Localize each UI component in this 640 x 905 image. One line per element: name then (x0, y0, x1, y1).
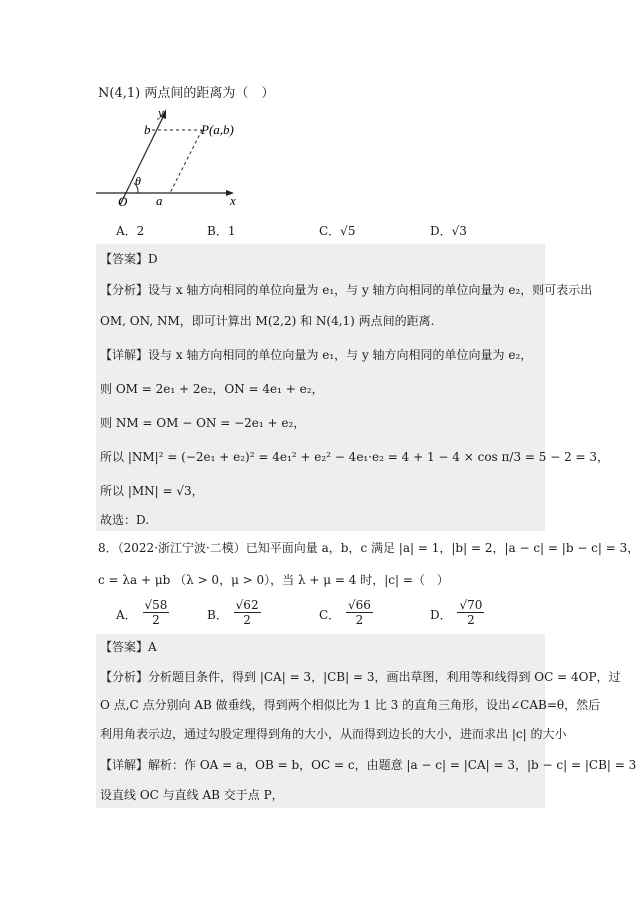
label-p: P(a,b) (201, 122, 234, 137)
option-letter: A． (116, 608, 137, 622)
detail-line-2: 则 OM = 2e₁ + 2e₂，ON = 4e₁ + e₂， (100, 382, 324, 396)
label-x: x (230, 193, 236, 208)
question-8-stem-1: 8．（2022·浙江宁波·二模）已知平面向量 a，b，c 满足 |a| = 1，|b| = 2，|a − c| = |b − c| = 3， (98, 541, 640, 555)
detail-line-6: 故选：D. (100, 513, 150, 527)
question-stem: N(4,1) 两点间的距离为（ ） (98, 86, 275, 101)
fraction-denominator: 2 (152, 613, 160, 627)
detail-line-4: 所以 |NM|² = (−2e₁ + e₂)² = 4e₁² + e₂² − 4e₁·e₂ = 4 + 1 − 4 × cos π/3 = 5 − 2 = 3， (100, 450, 610, 464)
question-8-stem-2: c = λa + μb （λ > 0，μ > 0），当 λ + μ = 4 时，|c| =（ ） (98, 573, 449, 587)
label-y: y (158, 105, 164, 120)
analysis-line-1: 【分析】设与 x 轴方向相同的单位向量为 e₁，与 y 轴方向相同的单位向量为 e₂，则可表示出 (100, 283, 593, 297)
option-a: A．2 (116, 224, 145, 238)
option-letter: C． (319, 608, 341, 622)
fraction-denominator: 2 (243, 613, 251, 627)
option-a (116, 598, 169, 627)
detail-line-1: 【详解】设与 x 轴方向相同的单位向量为 e₁，与 y 轴方向相同的单位向量为 e₂， (100, 348, 533, 362)
fraction-numerator: √70 (459, 598, 483, 612)
label-o: O (118, 194, 128, 209)
option-letter: B． (207, 608, 228, 622)
option-c (319, 598, 373, 627)
answer-line: 【答案】A (100, 640, 157, 654)
answer-line: 【答案】D (100, 252, 158, 266)
detail-line-3: 则 NM = OM − ON = −2e₁ + e₂， (100, 416, 306, 430)
analysis-line-2: O 点,C 点分别向 AB 做垂线，得到两个相似比为 1 比 3 的直角三角形，设出∠CAB=θ，然后 (100, 698, 601, 712)
fraction-numerator: √62 (235, 598, 259, 612)
label-b: b (144, 122, 151, 137)
solution-block (96, 634, 545, 808)
detail-line-5: 所以 |MN| = √3， (100, 484, 204, 498)
label-a: a (156, 193, 163, 208)
fraction-numerator: √58 (144, 598, 168, 612)
option-c: C．√5 (319, 224, 356, 238)
option-b (207, 598, 261, 627)
option-b: B．1 (207, 224, 236, 238)
analysis-line-3: 利用角表示边，通过勾股定理得到角的大小，从而得到边长的大小，进而求出 |c| 的大小 (100, 727, 567, 741)
analysis-line-1: 【分析】分析题目条件，得到 |CA| = 3，|CB| = 3，画出草图，利用等和线得到 OC = 4OP，过 (100, 670, 621, 684)
option-letter: D． (430, 608, 452, 622)
analysis-line-2: OM, ON, NM，即可计算出 M(2,2) 和 N(4,1) 两点间的距离. (100, 314, 435, 328)
fraction-denominator: 2 (467, 613, 475, 627)
coordinate-figure (90, 105, 270, 215)
detail-line-1: 【详解】解析：作 OA = a，OB = b，OC = c，由题意 |a − c| = |CA| = 3，|b − c| = |CB| = 3 (100, 758, 637, 772)
label-theta: θ (135, 174, 141, 188)
option-d: D．√3 (430, 224, 467, 238)
fraction-denominator: 2 (355, 613, 364, 627)
option-d (430, 598, 484, 627)
fraction-numerator: √66 (348, 598, 371, 612)
detail-line-2: 设直线 OC 与直线 AB 交于点 P， (100, 788, 284, 802)
